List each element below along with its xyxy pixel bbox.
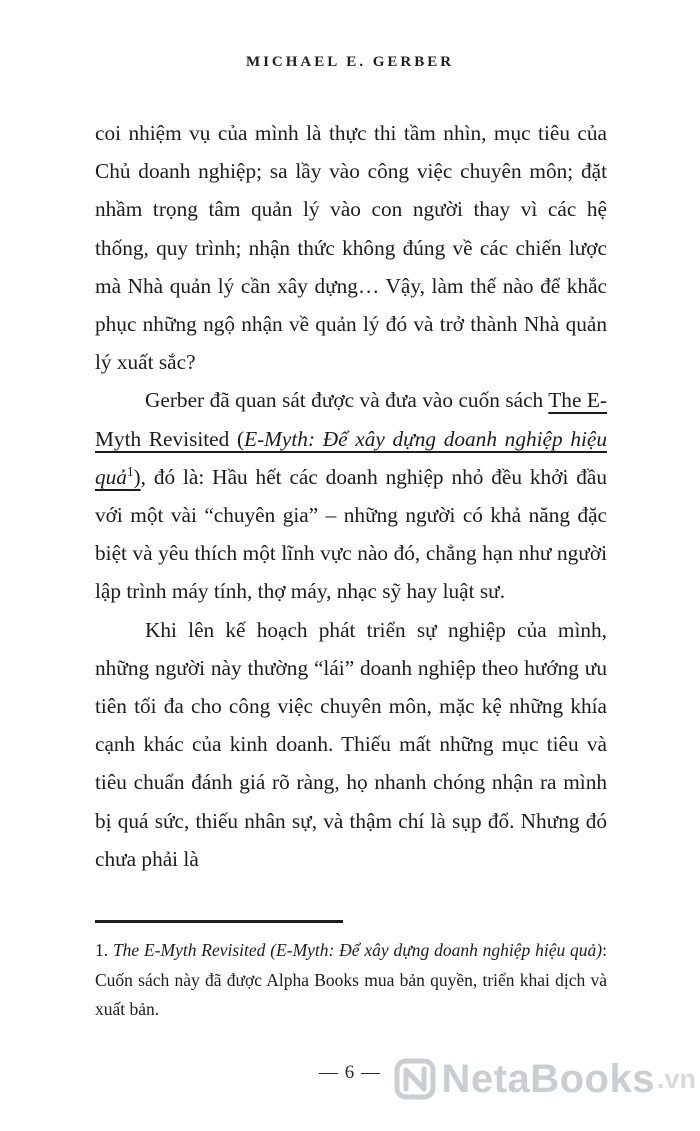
- paragraph-3: [95, 611, 607, 878]
- book-title-vietnamese: E-Myth: Để xây dựng doanh nghiệp hiệu quả: [95, 426, 607, 489]
- watermark-brand: NetaBooks: [441, 1056, 655, 1101]
- paragraph-1-text: coi nhiệm vụ của mình là thực thi tầm nhìn, mục tiêu của Chủ doanh nghiệp; sa lầy vào công việc chuyên môn; đặt nhầm trọng tâm quản lý vào con người thay vì các hệ thống, quy trình; nhận thức không đúng về các chiến lược mà Nhà quản lý cần xây dựng… Vậy, làm thế nào để khắc phục những ngộ nhận về quản lý đó và trở thành Nhà quản lý xuất sắc?: [95, 121, 607, 375]
- paragraph-1: [95, 114, 607, 381]
- paragraph-2-lead: Gerber đã quan sát được và đưa vào cuốn sách: [145, 388, 549, 413]
- footnote-reference-marker: 1: [126, 463, 134, 479]
- paragraph-3-text: Khi lên kế hoạch phát triển sự nghiệp của mình, những người này thường “lái” doanh nghiệp theo hướng ưu tiên tối đa cho công việc chuyên môn, mặc kệ những khía cạnh khác của kinh doanh. Thiếu mất những mục tiêu và tiêu chuẩn đánh giá rõ ràng, họ nhanh chóng nhận ra mình bị quá sức, thiếu nhân sự, và thậm chí là sụp đổ. Nhưng đó chưa phải là: [95, 617, 607, 871]
- footnote-book-title: The E-Myth Revisited (E-Myth: Để xây dựng doanh nghiệp hiệu quả): [112, 940, 603, 960]
- book-title-close-paren: ): [133, 464, 141, 489]
- watermark-tld: .vn: [656, 1063, 696, 1094]
- book-title-roman: The E-Myth Revisited (: [95, 388, 607, 451]
- page-header-author: MICHAEL E. GERBER: [245, 54, 455, 70]
- paragraph-2: [95, 381, 607, 610]
- footnote: [95, 936, 607, 1025]
- footnote-divider: [95, 920, 343, 923]
- footnote-text: : Cuốn sách này đã được Alpha Books mua bản quyền, triển khai dịch và xuất bản.: [95, 940, 607, 1019]
- paragraph-2-rest: , đó là: Hầu hết các doanh nghiệp nhỏ đều khởi đầu với một vài “chuyên gia” – những người có khả năng đặc biệt và yêu thích một lĩnh vực nào đó, chẳng hạn như người lập trình máy tính, thợ máy, nhạc sỹ hay luật sư.: [95, 464, 607, 604]
- footnote-marker: 1.: [95, 940, 113, 960]
- page-number: — 6 —: [319, 1062, 381, 1083]
- body-text: [95, 114, 607, 878]
